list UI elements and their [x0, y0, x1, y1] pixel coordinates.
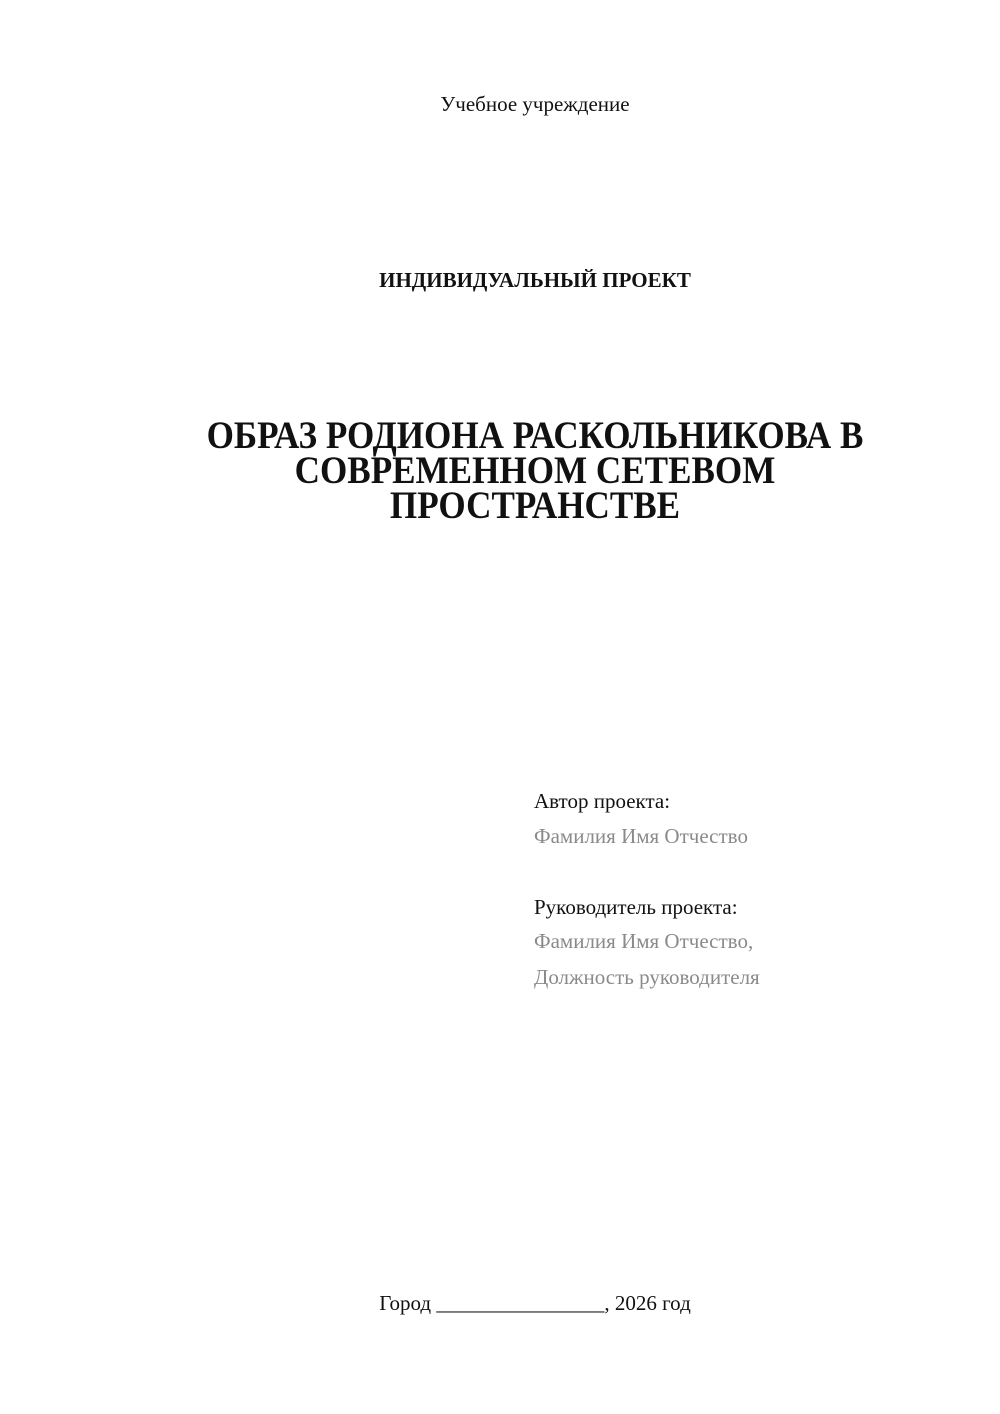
title-line: СОВРЕМЕННОМ СЕТЕВОМ: [294, 449, 776, 492]
supervisor-name: Фамилия Имя Отчество,: [534, 929, 754, 953]
author-name: Фамилия Имя Отчество: [534, 824, 748, 848]
supervisor-label: Руководитель проекта:: [534, 895, 738, 919]
title-line: ПРОСТРАНСТВЕ: [389, 484, 681, 527]
institution: Учебное учреждение: [440, 92, 630, 116]
author-label: Автор проекта:: [534, 789, 671, 813]
supervisor-position: Должность руководителя: [534, 965, 760, 989]
title-line: ОБРАЗ РОДИОНА РАСКОЛЬНИКОВА В: [206, 414, 864, 457]
project-title: [70, 414, 1000, 527]
footer-city-year: Город ________________, 2026 год: [379, 1291, 691, 1315]
project-type: ИНДИВИДУАЛЬНЫЙ ПРОЕКТ: [379, 268, 691, 292]
